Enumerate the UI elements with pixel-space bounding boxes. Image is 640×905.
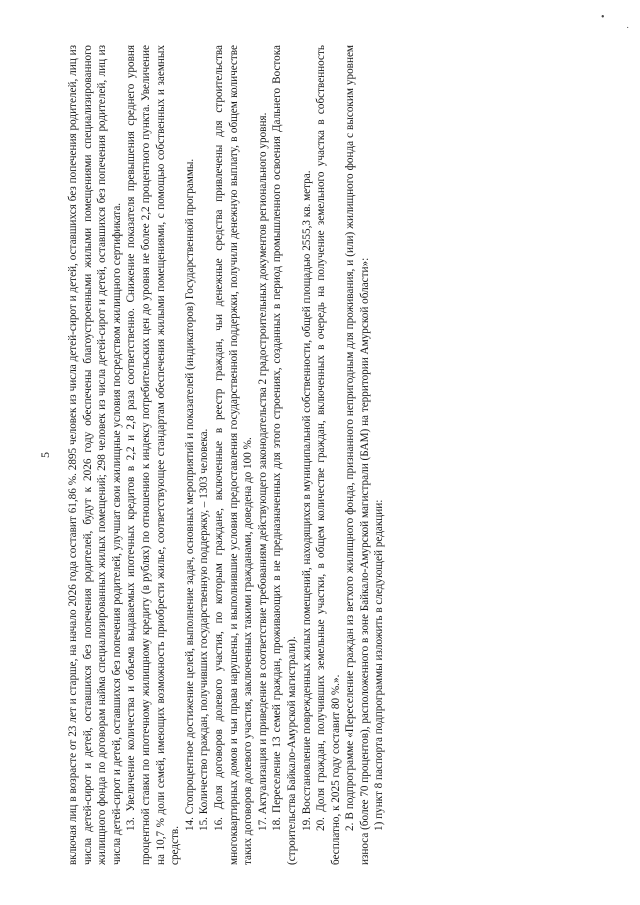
paragraph: включая лиц в возрасте от 23 лет и старше, на начало 2026 года составит 61,86 %. 2895 человек из числа детей-сирот и детей, оставшихся без попечения родителей, лиц из числа детей-сирот и детей, оставшихся без попечения родителей, будут к 2026 году обеспечены благоустроенными жилыми помещениями специализированного жилищного фонда по договорам найма специализированных жилых помещений; 298 человек из числа детей-сирот и детей, оставшихся без попечения родителей, лиц из числа детей-сирот и детей, оставшихся без попечения родителей, улучшат свои жилищные условия посредством жилищного сертификата. [67, 45, 123, 865]
paragraph: 14. Стопроцентное достижение целей, выполнение задач, основных мероприятий и показателей (индикаторов) Государственной программы. [183, 158, 196, 831]
paragraph: 18. Переселение 13 семей граждан, проживающих в не предназначенных для этого строениях, созданных в период промышленного освоения Дальнего Востока (строительства Байкало-Амурской магистрали). [271, 45, 298, 865]
paragraph: 1) пункт 8 паспорта подпрограммы изложить в следующей редакции: [373, 499, 386, 831]
paragraph: 13. Увеличение количества и объема выдаваемых ипотечных кредитов в 2,2 и 2,8 раза соответственно. Снижение показателя превышения среднего уровня процентной ставки по ипотечному жилищному кредиту (в рублях) по отношению к индексу потребительских цен до уровня не более 2,2 процентного пункта. Увеличение на 10,7 % доли семей, имеющих возможность приобрести жилье, соответствующее стандартам обеспечения жилыми помещениями, с помощью собственных и заемных средств. [125, 45, 182, 865]
page-number: 5 [38, 452, 52, 458]
paragraph: 17. Актуализация и приведение в соответствие требованиям действующего законодательства 2 градостроительных документов регионального уровня. [256, 112, 269, 831]
paragraph: 19. Восстановление поврежденных жилых помещений, находящихся в муниципальной собственности, общей площадью 2555,3 кв. метра. [300, 170, 313, 831]
paragraph: 2. В подпрограмме «Переселение граждан из ветхого жилищного фонда, признанного непригодным для проживания, и (или) жилищного фонда с высоким уровнем износа (более 70 процентов), расположенного в зоне Байкало-Амурской магистрали (БАМ) на территории Амурской области»: [344, 45, 371, 865]
scan-tick-mark: ˙ [626, 26, 630, 37]
paragraph: 20. Доля граждан, получивших земельные участки, в общем количестве граждан, включенных в очередь на получение земельного участка в собственность бесплатно, к 2025 году составит 80 %.». [315, 45, 342, 865]
document-body [66, 45, 387, 865]
paragraph: 15. Количество граждан, получивших государственную поддержку, – 1303 человека. [198, 428, 211, 831]
scan-dot-mark: • [601, 12, 605, 23]
rotated-content [30, 45, 605, 865]
paragraph: 16. Доля договоров долевого участия, по которым граждане, включенные в реестр граждан, чьи денежные средства привлечены для строительства многоквартирных домов и чьи права нарушены, и выполнившие условия предоставления государственной поддержки, получили денежную выплату, в общем количестве таких договоров долевого участия, заключенных такими гражданами, доведена до 100 %. [212, 45, 255, 865]
